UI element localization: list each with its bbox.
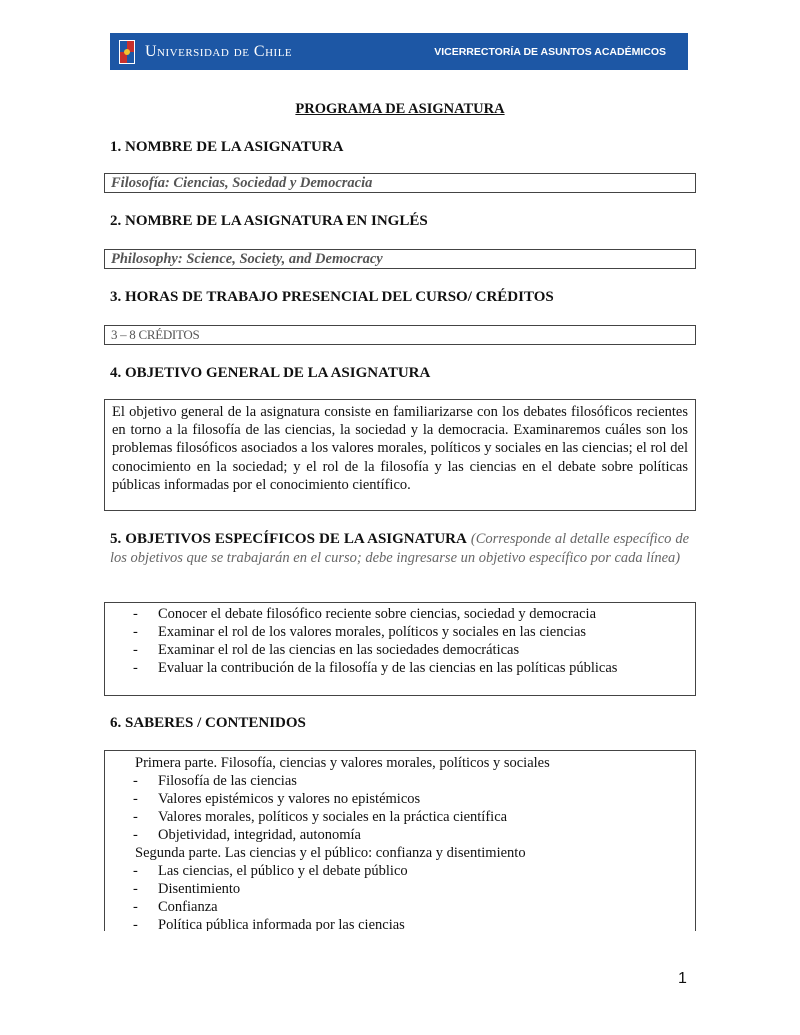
section-2-heading: 2. NOMBRE DE LA ASIGNATURA EN INGLÉS xyxy=(110,213,428,229)
course-name-value: Filosofía: Ciencias, Sociedad y Democracia xyxy=(111,175,373,191)
contents-part-1-list xyxy=(105,772,695,844)
list-item: - Valores morales, políticos y sociales en la práctica científica xyxy=(133,809,508,825)
contents-part-1-title: Primera parte. Filosofía, ciencias y valores morales, políticos y sociales xyxy=(135,755,550,771)
credits-box xyxy=(104,325,696,345)
list-item: - Examinar el rol de las ciencias en las sociedades democráticas xyxy=(133,642,520,658)
section-5-note: (Corresponde al detalle específico de los objetivos que se trabajarán en el curso; debe ingresarse un objetivo específico por cada línea) xyxy=(110,531,690,566)
contents-part-2-title: Segunda parte. Las ciencias y el público: confianza y disentimiento xyxy=(135,845,526,861)
contents-part-2-list xyxy=(105,862,695,931)
section-5-heading-block xyxy=(110,530,689,567)
list-item: - Conocer el debate filosófico reciente sobre ciencias, sociedad y democracia xyxy=(133,606,597,622)
list-item: - Las ciencias, el público y el debate público xyxy=(133,863,408,879)
list-item: - Examinar el rol de los valores morales, políticos y sociales en las ciencias xyxy=(133,624,587,640)
list-item: - Confianza xyxy=(133,899,218,915)
list-item: - Evaluar la contribución de la filosofía y de las ciencias en las políticas públicas xyxy=(133,660,618,676)
section-4-heading: 4. OBJETIVO GENERAL DE LA ASIGNATURA xyxy=(110,365,431,381)
header-banner xyxy=(110,33,688,70)
university-name: Universidad de Chile xyxy=(145,42,293,60)
course-name-english-value: Philosophy: Science, Society, and Democracy xyxy=(111,251,383,267)
list-item: - Filosofía de las ciencias xyxy=(133,773,297,789)
section-3-heading: 3. HORAS DE TRABAJO PRESENCIAL DEL CURSO/ CRÉDITOS xyxy=(110,289,554,305)
section-6-heading: 6. SABERES / CONTENIDOS xyxy=(110,715,306,731)
contents-box xyxy=(104,750,696,931)
list-item: - Disentimiento xyxy=(133,881,241,897)
general-objective-text: El objetivo general de la asignatura consiste en familiarizarse con los debates filosóficos recientes en torno a la filosofía de las ciencias, la sociedad y la democracia. Examinaremos cuáles son los problemas filosóficos asociados a los valores morales, políticos y sociales en las ciencias; el rol del conocimiento en la sociedad; y el rol de la filosofía y las ciencias en el debate sobre políticas públicas informadas por el conocimiento científico. xyxy=(112,404,688,493)
course-name-english-box xyxy=(104,249,696,269)
general-objective-box xyxy=(104,399,696,511)
page-number: 1 xyxy=(678,970,687,987)
section-1-heading: 1. NOMBRE DE LA ASIGNATURA xyxy=(110,139,344,155)
specific-objectives-box xyxy=(104,602,696,696)
office-name: VICERRECTORÍA DE ASUNTOS ACADÉMICOS xyxy=(434,45,666,58)
specific-objectives-list xyxy=(105,605,695,677)
banner-left xyxy=(118,38,292,66)
section-5-heading: 5. OBJETIVOS ESPECÍFICOS DE LA ASIGNATURA xyxy=(110,531,467,547)
list-item: - Objetividad, integridad, autonomía xyxy=(133,827,361,843)
list-item: - Política pública informada por las ciencias xyxy=(133,917,405,931)
university-crest-icon xyxy=(118,38,136,66)
list-item: - Valores epistémicos y valores no epistémicos xyxy=(133,791,421,807)
credits-value: 3 – 8 CRÉDITOS xyxy=(111,327,200,342)
document-title: PROGRAMA DE ASIGNATURA xyxy=(295,101,505,117)
course-name-box xyxy=(104,173,696,193)
